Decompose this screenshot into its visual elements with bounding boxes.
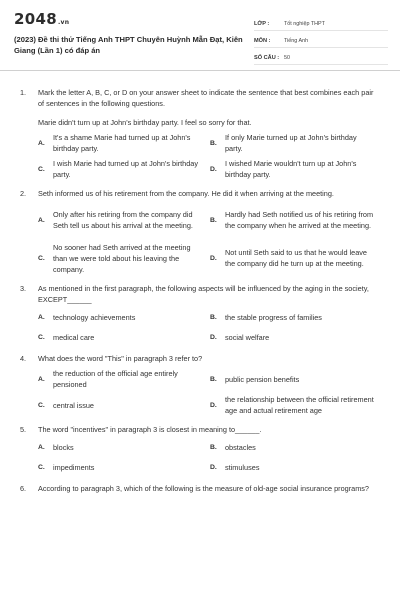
option-d[interactable] — [210, 241, 382, 275]
option-text: No sooner had Seth arrived at the meeting than we were told about his leaving the company. — [53, 242, 191, 274]
meta-key-count: SỐ CÂU : — [254, 55, 280, 61]
option-a[interactable] — [38, 368, 210, 390]
answer-options — [38, 203, 380, 275]
meta-row-count — [254, 48, 388, 65]
option-text: obstacles — [225, 442, 256, 452]
option-letter: C. — [38, 463, 45, 471]
option-c[interactable] — [38, 241, 210, 275]
question-number: 4. — [20, 354, 27, 363]
logo-suffix: .vn — [57, 19, 70, 26]
question-4 — [20, 353, 380, 364]
option-letter: B. — [210, 375, 217, 383]
question-number: 3. — [20, 284, 27, 293]
question-number: 1. — [20, 88, 27, 97]
option-letter: A. — [38, 375, 45, 383]
option-letter: A. — [38, 216, 45, 224]
option-letter: D. — [210, 401, 217, 409]
option-a[interactable] — [38, 439, 210, 455]
question-list — [0, 71, 400, 494]
option-text: medical care — [53, 332, 95, 342]
meta-row-class — [254, 14, 388, 31]
question-text: What does the word "This" in paragraph 3 refer to? — [38, 354, 203, 363]
option-text: impediments — [53, 462, 95, 472]
option-letter: B. — [210, 139, 217, 147]
question-1 — [20, 87, 380, 109]
option-text: It's a shame Marie had turned up at John's birthday party. — [53, 133, 191, 153]
option-d[interactable] — [210, 394, 382, 416]
option-letter: D. — [210, 333, 217, 341]
meta-row-subject — [254, 31, 388, 48]
option-text: stimuluses — [225, 462, 260, 472]
option-c[interactable] — [38, 329, 210, 345]
option-text: If only Marie turned up at John's birthday party. — [225, 133, 357, 153]
option-a[interactable] — [38, 132, 210, 154]
meta-key-class: LỚP : — [254, 21, 270, 27]
question-number: 2. — [20, 189, 27, 198]
option-text: Not until Seth said to us that he would leave the company did he turn up at the meeting. — [225, 248, 367, 268]
option-text: Hardly had Seth notified us of his retiring from the company when he arrived at the meeting. — [225, 210, 374, 230]
question-6 — [20, 483, 380, 494]
option-d[interactable] — [210, 459, 382, 475]
option-letter: B. — [210, 443, 217, 451]
question-prompt: Marie didn't turn up at John's birthday party. I feel so sorry for that. — [38, 118, 252, 127]
option-letter: A. — [38, 443, 45, 451]
option-letter: A. — [38, 139, 45, 147]
question-number: 5. — [20, 425, 27, 434]
option-text: technology achievements — [53, 312, 136, 322]
option-c[interactable] — [38, 459, 210, 475]
answer-options — [38, 439, 380, 475]
option-text: I wished Marie wouldn't turn up at John's birthday party. — [225, 159, 357, 179]
question-text: Mark the letter A, B, C, or D on your answer sheet to indicate the sentence that best combines each pair of sentences in the following questions. — [38, 88, 374, 108]
option-letter: B. — [210, 216, 217, 224]
question-5 — [20, 424, 380, 435]
option-letter: A. — [38, 313, 45, 321]
option-letter: D. — [210, 463, 217, 471]
question-3 — [20, 283, 380, 305]
answer-options — [38, 132, 380, 180]
option-b[interactable] — [210, 309, 382, 325]
option-d[interactable] — [210, 329, 382, 345]
option-text: blocks — [53, 442, 74, 452]
logo-main: 2048 — [14, 10, 57, 28]
option-letter: D. — [210, 165, 217, 173]
exam-title: (2023) Đề thi thử Tiếng Anh THPT Chuyên Huỳnh Mẫn Đạt, Kiên Giang (Lần 1) có đáp án — [14, 35, 243, 55]
meta-value-count: 50 — [284, 55, 290, 61]
question-2 — [20, 188, 380, 199]
option-text: the stable progress of families — [225, 312, 322, 322]
option-c[interactable] — [38, 394, 210, 416]
question-text: As mentioned in the first paragraph, the following aspects will be influenced by the aging in the society, EXCEPT______ — [38, 284, 369, 304]
option-letter: C. — [38, 165, 45, 173]
option-text: the reduction of the official age entirely pensioned — [53, 369, 178, 389]
exam-meta — [254, 14, 388, 65]
question-text: Seth informed us of his retirement from the company. He did it when arriving at the meeting. — [38, 189, 334, 198]
answer-options — [38, 368, 380, 416]
option-b[interactable] — [210, 368, 382, 390]
option-letter: C. — [38, 401, 45, 409]
option-text: central issue — [53, 400, 94, 410]
option-letter: C. — [38, 333, 45, 341]
option-a[interactable] — [38, 309, 210, 325]
option-letter: B. — [210, 313, 217, 321]
option-b[interactable] — [210, 203, 382, 237]
option-a[interactable] — [38, 203, 210, 237]
option-c[interactable] — [38, 158, 210, 180]
meta-key-subject: MÔN : — [254, 38, 271, 44]
answer-options — [38, 309, 380, 345]
option-letter: D. — [210, 254, 217, 262]
option-text: public pension benefits — [225, 374, 300, 384]
question-text: The word "incentives" in paragraph 3 is closest in meaning to______. — [38, 425, 262, 434]
meta-value-class: Tốt nghiệp THPT — [284, 21, 325, 27]
page-header — [0, 0, 400, 70]
option-letter: C. — [38, 254, 45, 262]
option-d[interactable] — [210, 158, 382, 180]
option-text: Only after his retiring from the company did Seth tell us about his arrival at the meeting. — [53, 210, 193, 230]
meta-value-subject: Tiếng Anh — [284, 38, 309, 44]
option-text: social welfare — [225, 332, 270, 342]
question-text: According to paragraph 3, which of the following is the measure of old-age social insurance programs? — [38, 484, 369, 493]
option-b[interactable] — [210, 132, 382, 154]
option-text: the relationship between the official retirement age and actual retirement age — [225, 395, 374, 415]
option-b[interactable] — [210, 439, 382, 455]
option-text: I wish Marie had turned up at John's birthday party. — [53, 159, 198, 179]
question-number: 6. — [20, 484, 27, 493]
